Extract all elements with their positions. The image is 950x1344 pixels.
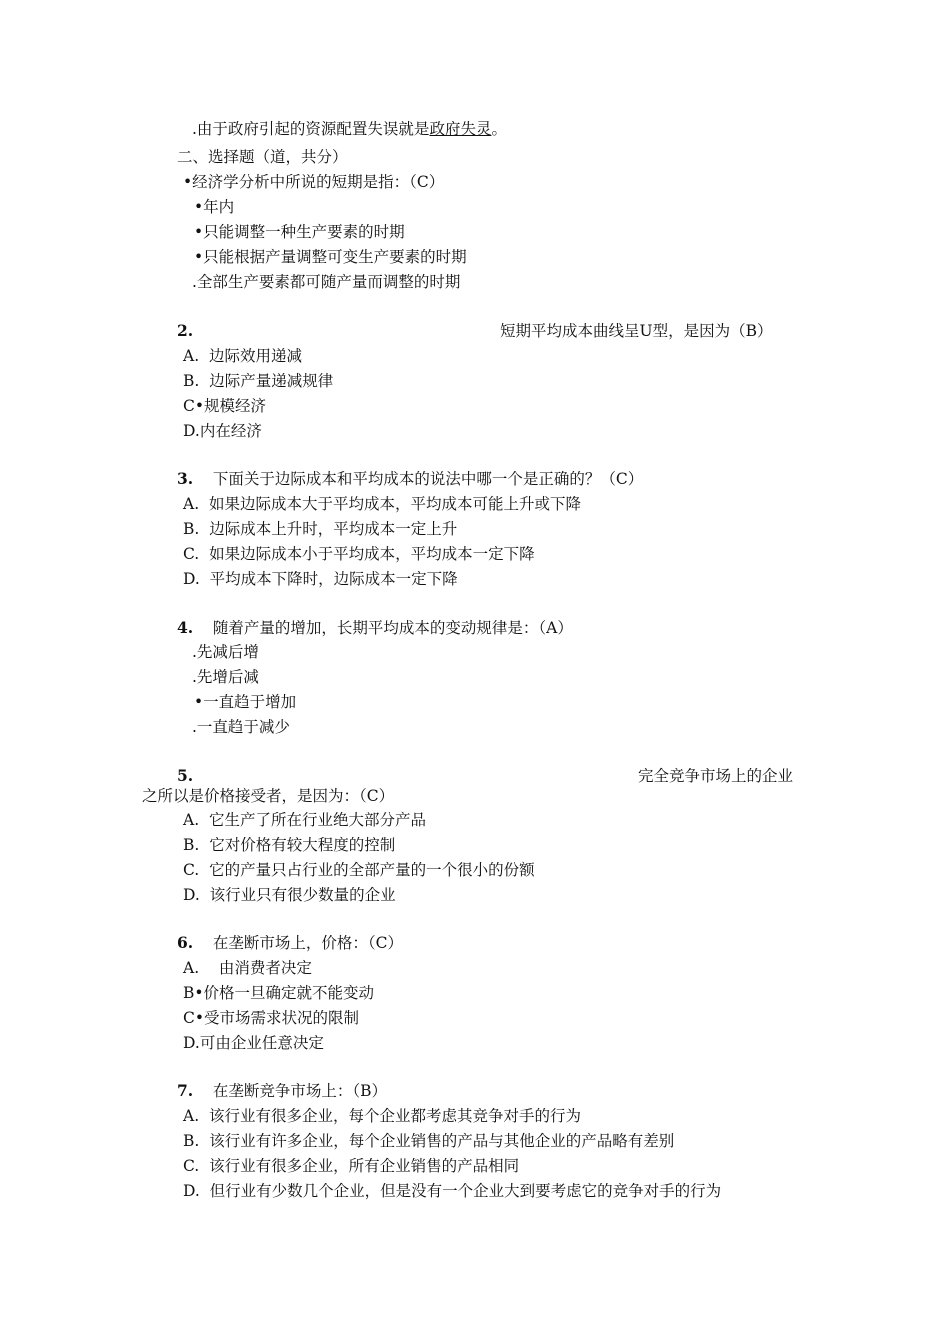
q2-stem: 短期平均成本曲线呈U型，是因为（B） bbox=[500, 322, 773, 340]
q5-stem-part2: 之所以是价格接受者，是因为：（C） bbox=[142, 787, 395, 805]
q3-option-c bbox=[183, 544, 535, 564]
q2-option-a bbox=[183, 346, 302, 366]
q5-option-b bbox=[183, 835, 395, 855]
option-text: 该行业有很多企业，每个企业都考虑其竞争对手的行为 bbox=[208, 1107, 581, 1125]
q1-option: •年内 bbox=[194, 198, 235, 216]
option-label: B• bbox=[183, 984, 204, 1002]
q2-number: 2. bbox=[177, 321, 194, 340]
q3-option-d bbox=[183, 569, 458, 589]
option-label: B. bbox=[183, 1132, 200, 1150]
q4-option: •一直趋于增加 bbox=[194, 693, 297, 711]
option-text: 受市场需求状况的限制 bbox=[204, 1009, 360, 1027]
q4-stem-line bbox=[177, 618, 573, 638]
option-label: D. bbox=[183, 570, 200, 588]
q1-option: .全部生产要素都可随产量而调整的时期 bbox=[192, 273, 461, 291]
option-text: 该行业有很多企业，所有企业销售的产品相同 bbox=[209, 1157, 520, 1175]
q7-option-a bbox=[183, 1106, 581, 1126]
q7-option-b bbox=[183, 1131, 674, 1151]
q6-option-c bbox=[183, 1008, 359, 1028]
option-label: D. bbox=[183, 422, 200, 440]
option-label: D. bbox=[183, 1182, 200, 1200]
option-label: A. bbox=[183, 811, 200, 829]
q2-option-c bbox=[183, 396, 266, 416]
intro-suffix: 。 bbox=[491, 120, 507, 138]
q2-option-b bbox=[183, 371, 333, 391]
option-label: C. bbox=[183, 1157, 200, 1175]
q3-stem: 下面关于边际成本和平均成本的说法中哪一个是正确的？（C） bbox=[212, 470, 644, 488]
option-label: A. bbox=[183, 347, 200, 365]
q3-stem-line bbox=[177, 469, 643, 489]
intro-prefix: .由于政府引起的资源配置失误就是 bbox=[192, 120, 430, 138]
q3-number: 3. bbox=[177, 469, 194, 488]
option-label: C. bbox=[183, 545, 200, 563]
option-label: A. bbox=[183, 1107, 200, 1125]
q5-option-d bbox=[183, 885, 396, 905]
q1-option: •只能调整一种生产要素的时期 bbox=[194, 223, 405, 241]
intro-line bbox=[192, 119, 507, 139]
option-text: 它生产了所在行业绝大部分产品 bbox=[208, 811, 426, 829]
q3-option-a bbox=[183, 494, 581, 514]
option-text: 如果边际成本大于平均成本，平均成本可能上升或下降 bbox=[208, 495, 581, 513]
q5-option-a bbox=[183, 810, 426, 830]
option-label: B. bbox=[183, 520, 200, 538]
option-label: D. bbox=[183, 886, 200, 904]
option-text: 边际效用递减 bbox=[208, 347, 302, 365]
option-label: C. bbox=[183, 861, 200, 879]
q4-stem: 随着产量的增加，长期平均成本的变动规律是：（A） bbox=[212, 619, 573, 637]
q6-number: 6. bbox=[177, 933, 194, 952]
q2-option-d bbox=[183, 421, 262, 441]
option-text: 边际产量递减规律 bbox=[209, 372, 334, 390]
option-text: 如果边际成本小于平均成本，平均成本一定下降 bbox=[209, 545, 535, 563]
intro-term: 政府失灵 bbox=[429, 120, 492, 138]
option-text: 该行业有许多企业，每个企业销售的产品与其他企业的产品略有差别 bbox=[209, 1132, 675, 1150]
q7-option-d bbox=[183, 1181, 721, 1201]
option-text: 平均成本下降时，边际成本一定下降 bbox=[209, 570, 458, 588]
option-label: D. bbox=[183, 1034, 200, 1052]
q4-option: .先增后减 bbox=[192, 668, 259, 686]
q1-option: •只能根据产量调整可变生产要素的时期 bbox=[194, 248, 467, 266]
q6-stem: 在垄断市场上，价格：（C） bbox=[212, 934, 404, 952]
q4-number: 4. bbox=[177, 618, 194, 637]
option-label: A. bbox=[183, 495, 200, 513]
q6-option-b bbox=[183, 983, 374, 1003]
q7-stem: 在垄断竞争市场上：（B） bbox=[212, 1082, 388, 1100]
option-text: 边际成本上升时，平均成本一定上升 bbox=[209, 520, 458, 538]
q6-option-d bbox=[183, 1033, 324, 1053]
q3-option-b bbox=[183, 519, 457, 539]
option-label: B. bbox=[183, 372, 200, 390]
q6-option-a bbox=[183, 958, 312, 978]
q4-option: .先减后增 bbox=[192, 643, 259, 661]
option-text: 由消费者决定 bbox=[218, 959, 312, 977]
q7-option-c bbox=[183, 1156, 519, 1176]
section-title: 二、选择题（道，共分） bbox=[177, 148, 348, 166]
q5-stem-part1: 完全竞争市场上的企业 bbox=[638, 767, 794, 785]
option-label: C• bbox=[183, 397, 205, 415]
option-label: B. bbox=[183, 836, 200, 854]
option-text: 规模经济 bbox=[204, 397, 267, 415]
q6-stem-line bbox=[177, 933, 403, 953]
q7-stem-line bbox=[177, 1081, 387, 1101]
q5-number: 5. bbox=[177, 766, 194, 785]
q4-option: .一直趋于减少 bbox=[192, 718, 290, 736]
option-label: C• bbox=[183, 1009, 205, 1027]
option-text: 它对价格有较大程度的控制 bbox=[209, 836, 396, 854]
option-text: 但行业有少数几个企业，但是没有一个企业大到要考虑它的竞争对手的行为 bbox=[209, 1182, 722, 1200]
q7-number: 7. bbox=[177, 1081, 194, 1100]
q1-stem: •经济学分析中所说的短期是指：（C） bbox=[183, 173, 445, 191]
option-text: 该行业只有很少数量的企业 bbox=[209, 886, 396, 904]
option-text: 内在经济 bbox=[199, 422, 262, 440]
q5-option-c bbox=[183, 860, 535, 880]
option-text: 可由企业任意决定 bbox=[199, 1034, 324, 1052]
option-text: 它的产量只占行业的全部产量的一个很小的份额 bbox=[209, 861, 535, 879]
option-label: A. bbox=[183, 959, 200, 977]
option-text: 价格一旦确定就不能变动 bbox=[203, 984, 375, 1002]
